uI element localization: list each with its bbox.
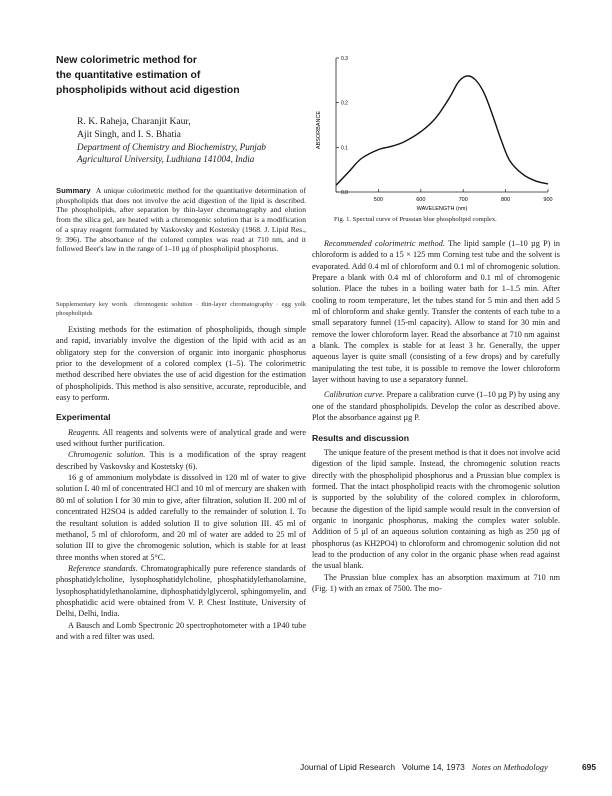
journal-section: Notes on Methodology	[471, 763, 548, 772]
reagents-paragraph: Reagents. All reagents and solvents were of analytical grade and were used without further purification.	[56, 427, 306, 449]
results-paragraph-2: The Prussian blue complex has an absorption maximum at 710 nm (Fig. 1) with an εmax of 7500. The mo-	[312, 572, 560, 593]
x-tick-label: 600	[416, 197, 426, 203]
spectral-chart	[306, 50, 560, 214]
x-tick-label: 700	[458, 197, 468, 203]
y-axis-label: ABSORBANCE	[316, 110, 322, 150]
x-axis-label: WAVELENGTH (nm)	[416, 206, 468, 212]
summary-text: A unique colorimetric method for the quantitative determination of phospholipids that does not involve the acid digestion of the lipid is described. The phospholipids, after separation by thin-layer chromatography and elution from the silica gel, are heated with a chromogenic solution that is a modification of a spray reagent formulated by Vaskovsky and Kostetsky (1968. J. Lipid Res., 9: 396). The absorbance of the colored complex was read at 710 nm, and it followed Beer's law in the range of 1–10 µg of phospholipid phosphorus.	[56, 186, 306, 254]
y-tick-label: 0.2	[341, 100, 348, 107]
page-number: 695	[582, 762, 596, 772]
journal-name: Journal of Lipid Research	[300, 762, 395, 772]
y-tick-label: 0.3	[341, 56, 348, 62]
x-tick-label: 500	[373, 197, 383, 203]
journal-volume: Volume 14, 1973	[401, 762, 465, 772]
author-list: R. K. Raheja, Charanjit Kaur, Ajit Singh, and I. S. Bhatia	[77, 116, 191, 140]
experimental-heading: Experimental	[56, 412, 111, 423]
y-tick-label: 0.1	[341, 145, 348, 152]
page-footer	[300, 762, 600, 772]
calibration-paragraph: Calibration curve. Prepare a calibration curve (1–10 µg P) by using any one of the standard phospholipids. Develop the color as described above. Plot the absorbance against µg P.	[312, 390, 560, 423]
x-tick-label: 900	[543, 197, 553, 203]
chart-ticks	[336, 56, 553, 203]
molybdate-paragraph: 16 g of ammonium molybdate is dissolved in 120 ml of water to give solution I. 40 ml of concentrated HCl and 10 ml of mercury are shaken with 80 ml of solution I for 30 min to give, after filtration, solution II. 200 ml of concentrated H2SO4 is added carefully to the remainder of solution I. To the resultant solution is added solution II to give solution III. 45 ml of methanol, 5 ml of chloroform, and 20 ml of water are added to 25 ml of solution III to give the chromogenic solution, which is stable for at least three months when stored at 5°C.	[56, 473, 306, 562]
results-heading: Results and discussion	[312, 432, 410, 443]
left-column	[56, 324, 306, 642]
article-title: New colorimetric method for the quantitative estimation of phospholipids without acid digestion	[56, 55, 240, 96]
x-tick-label: 800	[501, 197, 511, 203]
supplementary-keywords: Supplementary key words chromogenic solution · thin-layer chromatography · egg yolk phospholipids	[56, 301, 306, 318]
summary-abstract	[56, 186, 306, 254]
reference-standards-paragraph: Reference standards. Chromatographically pure reference standards of phosphatidylcholine, lysophosphatidylcholine, phosphatidylethanolamine, lysophosphatidylethanolamine, diphosphatidylglycerol, sphingomyelin, and phosphatidic acid were obtained from V. P. Chest Institute, University of Delhi, Delhi, India.	[56, 563, 306, 619]
recommended-method-paragraph: Recommended colorimetric method. The lipid sample (1–10 µg P) in chloroform is added to a 15 × 125 mm Corning test tube and the solvent is evaporated. Add 0.4 ml of chloroform and 0.1 ml of chromogenic solution. Prepare a blank with 0.4 ml of chloroform and 0.1 ml of chromogenic solution. Place the tubes in a boiling water bath for 1–1.5 min. After cooling to room temperature, let the tubes stand for 5 min and then add 5 ml of chloroform and shake gently. Transfer the contents of each tube to a small separatory funnel (15-ml capacity). Allow to stand for 30 min and remove the lower chloroform layer. Read the absorbance at 710 nm against a blank. The complex is stable for at least 3 hr. Generally, the upper aqueous layer is quite small (consisting of a few drops) and by carefully manipulating the test tube, it is possible to remove the lower chloroform layer without having to use a separatory funnel.	[312, 239, 560, 385]
spectral-curve	[336, 76, 548, 185]
intro-paragraph: Existing methods for the estimation of phospholipids, though simple and rapid, invariably involve the digestion of the lipid with acid as an obligatory step for the conversion of organic into inorganic phosphorus prior to the development of a colored complex (1–5). The colorimetric method described here obviates the use of acid digestion for the estimation of phospholipids. This method is also sensitive, accurate, reproducible, and easy to perform.	[56, 325, 306, 403]
chromogenic-paragraph: Chromogenic solution. This is a modification of the spray reagent described by Vaskovsky and Kostetsky (6).	[56, 450, 307, 471]
summary-label: Summary	[56, 186, 91, 195]
figure-caption: Fig. 1. Spectral curve of Prussian blue phospholipid complex.	[334, 216, 497, 223]
right-column	[312, 238, 560, 594]
y-tick-label: 0.0	[341, 190, 348, 196]
affiliation: Department of Chemistry and Biochemistry, Punjab Agricultural University, Ludhiana 141004, India	[77, 142, 266, 164]
spectrophotometer-paragraph: A Bausch and Lomb Spectronic 20 spectrophotometer with a 1P40 tube and with a red filter was used.	[56, 620, 306, 641]
results-paragraph-1: The unique feature of the present method is that it does not involve acid digestion of the lipid sample. Instead, the chromogenic solution reacts directly with the phospholipid phosphorus and a Prussian blue complex is formed. That the intact phospholipid reacts with the chromogenic solution is supported by the solubility of the colored complex in chloroform, because the digestion of the lipid sample would result in the conversion of organic to inorganic phosphorus, making the complex water soluble. Addition of 5 µl of an aqueous solution containing as high as 250 µg of phosphorus (as KH2PO4) to chloroform and chromogenic solution did not lead to the production of any color in the organic phase when read against the usual blank.	[312, 447, 560, 571]
